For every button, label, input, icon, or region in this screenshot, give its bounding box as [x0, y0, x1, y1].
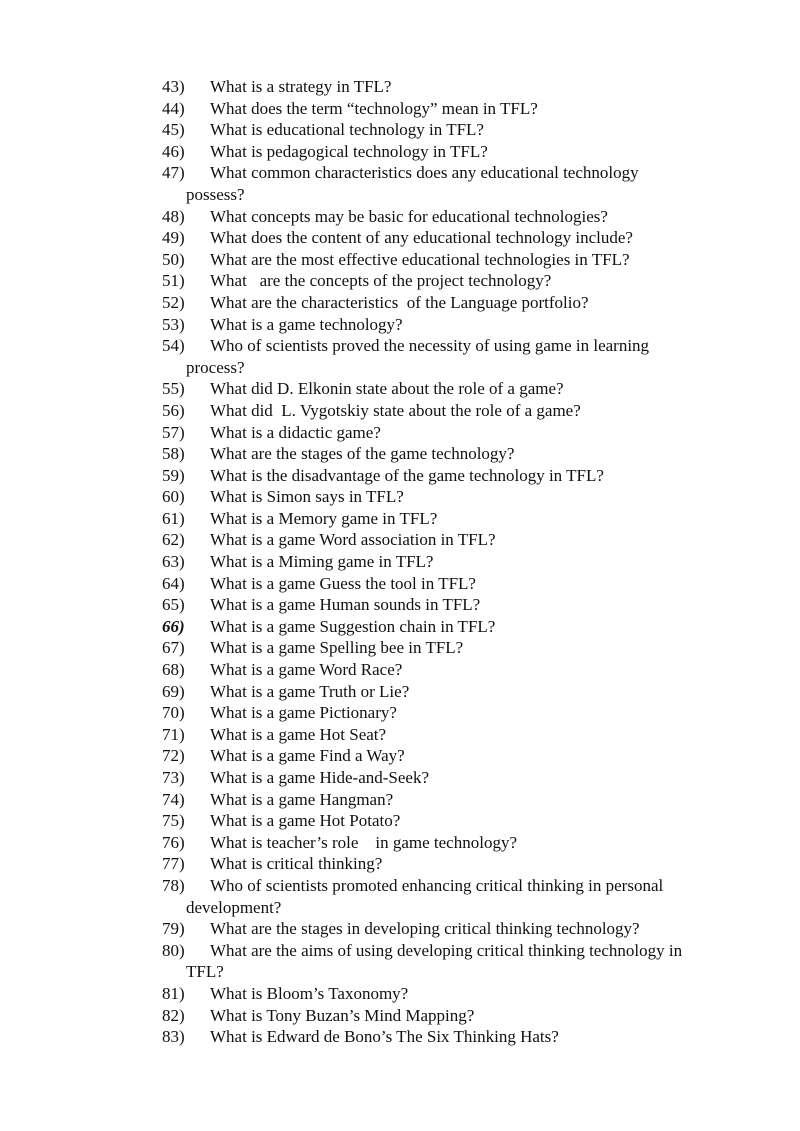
question-number: 55): [162, 379, 185, 399]
question-number: 73): [162, 768, 185, 787]
question-item: [162, 227, 742, 249]
question-item: [162, 270, 742, 292]
question-item: [162, 292, 742, 314]
question-text: What did D. Elkonin state about the role of a game?: [210, 379, 564, 399]
question-item: [162, 724, 742, 746]
question-item: [162, 422, 742, 444]
question-item: [162, 249, 742, 271]
question-text: What is a game Human sounds in TFL?: [210, 595, 481, 615]
question-number: 52): [162, 292, 185, 312]
question-item: [162, 853, 742, 875]
question-text: What is a game Word association in TFL?: [210, 530, 496, 550]
question-item: [162, 940, 742, 983]
question-number: 50): [162, 249, 185, 269]
question-item: [162, 767, 742, 789]
question-number: 59): [162, 465, 185, 485]
question-number: 79): [162, 919, 185, 939]
question-number: 58): [162, 444, 185, 464]
question-text: Who of scientists promoted enhancing critical thinking in personal: [210, 875, 664, 895]
question-text: What did L. Vygotskiy state about the role of a game?: [210, 400, 581, 420]
question-number: 70): [162, 703, 185, 723]
question-item: [162, 681, 742, 703]
question-item: [162, 918, 742, 940]
question-item: [162, 551, 742, 573]
question-number: 69): [162, 681, 185, 701]
question-number: 44): [162, 98, 185, 118]
question-text: What is the disadvantage of the game technology in TFL?: [210, 465, 604, 485]
question-text: What is teacher’s role in game technology?: [210, 832, 517, 852]
question-list: [162, 76, 742, 1048]
question-item: [162, 1005, 742, 1027]
question-number: 74): [162, 789, 185, 809]
question-item: [162, 508, 742, 530]
question-text: What is Edward de Bono’s The Six Thinking Hats?: [210, 1027, 559, 1047]
question-item: [162, 875, 742, 918]
question-number: 76): [162, 832, 185, 852]
question-text: What is a game Truth or Lie?: [210, 681, 410, 701]
question-text: What are the aims of using developing critical thinking technology in: [210, 940, 683, 960]
question-text: What is a didactic game?: [210, 422, 381, 442]
question-number: 77): [162, 854, 185, 874]
question-number: 81): [162, 983, 185, 1003]
question-text: What is a game Hangman?: [210, 789, 394, 809]
question-number: 71): [162, 724, 185, 744]
question-number: 72): [162, 746, 185, 766]
question-text: What does the term “technology” mean in TFL?: [210, 98, 538, 118]
question-item: [162, 745, 742, 767]
question-number: 68): [162, 660, 185, 680]
question-number: 48): [162, 206, 185, 226]
question-text: What is a game Hot Seat?: [210, 724, 387, 744]
question-number: 56): [162, 400, 185, 420]
question-item: [162, 98, 742, 120]
question-text: What is a strategy in TFL?: [210, 77, 392, 96]
question-item: [162, 1026, 742, 1048]
question-number: 80): [162, 940, 185, 960]
question-item: [162, 486, 742, 508]
question-text: Who of scientists proved the necessity of using game in learning: [210, 336, 650, 356]
question-text: What is a Miming game in TFL?: [210, 552, 434, 572]
question-item: [162, 443, 742, 465]
question-text: What are the characteristics of the Language portfolio?: [210, 292, 589, 312]
question-item: [162, 335, 742, 378]
question-text: What is critical thinking?: [210, 854, 383, 874]
question-text: What is a Memory game in TFL?: [210, 508, 438, 528]
question-text: What are the stages in developing critical thinking technology?: [210, 919, 640, 939]
question-item: [162, 529, 742, 551]
question-item: [162, 573, 742, 595]
question-number: 45): [162, 120, 185, 140]
question-item: [162, 832, 742, 854]
question-number: 49): [162, 228, 185, 248]
question-text: What is a game Hide-and-Seek?: [210, 768, 430, 787]
question-text: What is a game Spelling bee in TFL?: [210, 638, 464, 658]
question-text: What is a game Word Race?: [210, 660, 403, 680]
question-number: 62): [162, 530, 185, 550]
question-number: 75): [162, 811, 185, 831]
question-number: 57): [162, 422, 185, 442]
question-text: What are the concepts of the project technology?: [210, 271, 552, 291]
question-item: [162, 206, 742, 228]
question-item: [162, 616, 742, 638]
question-item: [162, 983, 742, 1005]
question-text: What are the most effective educational technologies in TFL?: [210, 249, 630, 269]
question-number: 47): [162, 163, 185, 183]
question-text: What is a game Suggestion chain in TFL?: [210, 616, 496, 636]
question-item: [162, 400, 742, 422]
question-text: What is educational technology in TFL?: [210, 120, 484, 140]
question-item: [162, 141, 742, 163]
question-number: 65): [162, 595, 185, 615]
question-text: What is a game Guess the tool in TFL?: [210, 573, 476, 593]
question-item: [162, 594, 742, 616]
question-text-continuation: development?: [186, 897, 282, 917]
question-text: What is Tony Buzan’s Mind Mapping?: [210, 1005, 475, 1025]
question-number: 66): [162, 616, 185, 636]
question-item: [162, 789, 742, 811]
question-text: What is a game Find a Way?: [210, 746, 405, 766]
question-number: 61): [162, 508, 185, 528]
question-text: What common characteristics does any educational technology: [210, 163, 639, 183]
question-text-continuation: process?: [186, 357, 245, 377]
question-item: [162, 314, 742, 336]
question-number: 82): [162, 1005, 185, 1025]
question-number: 46): [162, 141, 185, 161]
question-item: [162, 659, 742, 681]
question-number: 43): [162, 77, 185, 96]
question-number: 60): [162, 487, 185, 507]
question-number: 53): [162, 314, 185, 334]
question-number: 83): [162, 1027, 185, 1047]
question-text: What does the content of any educational technology include?: [210, 228, 633, 248]
question-text-continuation: TFL?: [186, 962, 224, 982]
question-item: [162, 465, 742, 487]
question-item: [162, 637, 742, 659]
question-text: What is a game Hot Potato?: [210, 811, 401, 831]
question-item: [162, 810, 742, 832]
question-item: [162, 378, 742, 400]
question-text: What is pedagogical technology in TFL?: [210, 141, 488, 161]
question-number: 64): [162, 573, 185, 593]
question-text: What concepts may be basic for educational technologies?: [210, 206, 608, 226]
question-text: What is a game Pictionary?: [210, 703, 397, 723]
question-number: 54): [162, 336, 185, 356]
question-item: [162, 119, 742, 141]
question-text: What is Simon says in TFL?: [210, 487, 404, 507]
question-text: What are the stages of the game technology?: [210, 444, 515, 464]
question-number: 63): [162, 552, 185, 572]
question-number: 51): [162, 271, 185, 291]
question-item: [162, 76, 742, 98]
question-text-continuation: possess?: [186, 184, 245, 204]
question-text: What is a game technology?: [210, 314, 403, 334]
question-item: [162, 162, 742, 205]
question-number: 78): [162, 875, 185, 895]
question-item: [162, 702, 742, 724]
question-number: 67): [162, 638, 185, 658]
question-text: What is Bloom’s Taxonomy?: [210, 983, 409, 1003]
